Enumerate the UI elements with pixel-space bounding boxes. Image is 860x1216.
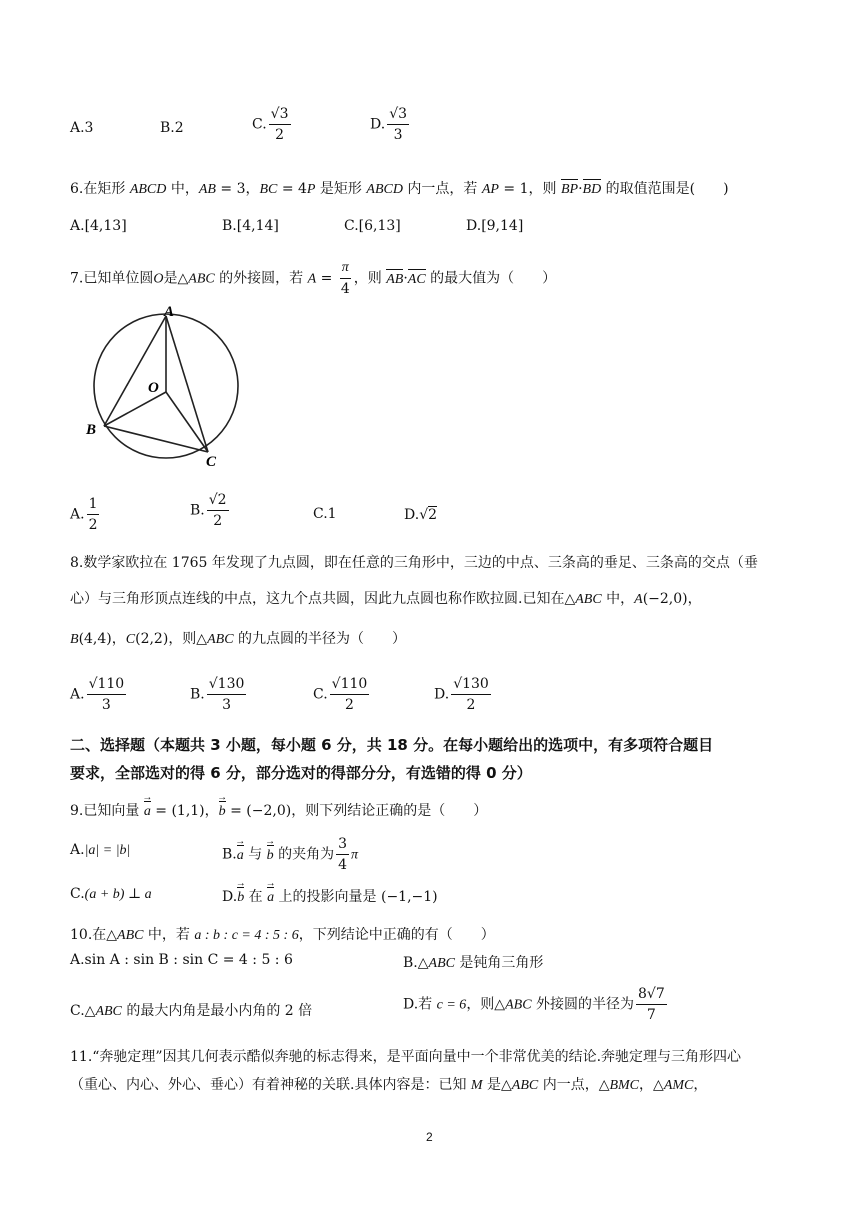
q5-option-b: B.2 [160, 120, 184, 136]
q6-option-c: C.[6,13] [344, 218, 401, 234]
q7-stem: 7.已知单位圆O是△ABC 的外接圆，若 A = $\frac{\pi}{4}$ ，则 AB·AC 的最大值为（ ） [70, 260, 557, 297]
q7-option-d: D.√2 [404, 507, 438, 523]
q9-option-b: B.a → 与 b → 的夹角为 $\frac{3}{4}$ π [222, 834, 358, 875]
q11-line-2: （重心、内心、外心、垂心）有着神秘的关联.具体内容是：已知 M 是△ABC 内一点，△BMC，△AMC， [70, 1077, 708, 1093]
segment-ac [166, 316, 208, 452]
q7-circle-diagram [82, 300, 252, 470]
q6-option-b: B.[4,14] [222, 218, 279, 234]
q9-option-a: A.|a| = |b| [70, 842, 131, 858]
q6-stem: 6.在矩形 ABCD 中，AB = 3，BC = 4P 是矩形 ABCD 内一点，若 AP = 1，则 BP·BD 的取值范围是( ) [70, 181, 729, 197]
q7-option-c: C.1 [313, 506, 337, 522]
q8-line-1: 8.数学家欧拉在 1765 年发现了九点圆，即在任意的三角形中，三边的中点、三条高的垂足、三条高的交点（垂 [70, 555, 758, 571]
q6-option-d: D.[9,14] [466, 218, 524, 234]
page-number: 2 [426, 1130, 433, 1144]
q9-option-d: D.b → 在 a → 上的投影向量是 (−1,−1) [222, 886, 438, 906]
q8-option-c: C. $\frac{√110}{2}$ [313, 676, 368, 713]
q5-option-c: C. $\frac{√3}{2}$ [252, 106, 289, 143]
q10-option-c: C.△ABC 的最大内角是最小内角的 2 倍 [70, 1003, 313, 1019]
q9-option-c: C.(a + b) ⊥ a [70, 886, 152, 902]
q10-option-a: A.sin A : sin B : sin C = 4 : 5 : 6 [70, 952, 293, 968]
label-c: C [206, 454, 217, 470]
q5-option-d: D. $\frac{√3}{3}$ [370, 106, 408, 143]
q8-option-d: D. $\frac{√130}{2}$ [434, 676, 489, 713]
q10-stem: 10.在△ABC 中，若 a : b : c = 4 : 5 : 6，下列结论中正确的有（ ） [70, 927, 495, 943]
label-o: O [148, 380, 159, 396]
label-b: B [86, 422, 97, 438]
q10-option-d: D.若 c = 6，则△ABC 外接圆的半径为 $\frac{8√7}{7}$ [403, 986, 665, 1023]
q7-option-b: B. $\frac{√2}{2}$ [190, 492, 227, 529]
q8-option-b: B. $\frac{√130}{3}$ [190, 676, 245, 713]
q6-option-a: A.[4,13] [70, 218, 127, 234]
q8-line-3: B(4,4)，C(2,2)，则△ABC 的九点圆的半径为（ ） [70, 631, 406, 647]
q11-line-1: 11.“奔驰定理”因其几何表示酷似奔驰的标志得来，是平面向量中一个非常优美的结论.奔驰定理与三角形四心 [70, 1049, 742, 1065]
q7-option-a: A. $\frac{1}{2}$ [70, 496, 98, 533]
q9-stem: 9.已知向量 a → = (1,1)，b → = (−2,0)，则下列结论正确的是（ ） [70, 800, 487, 820]
q8-option-a: A. $\frac{√110}{3}$ [70, 676, 125, 713]
section-2-header-line-1: 二、选择题（本题共 3 小题，每小题 6 分，共 18 分。在每小题给出的选项中，有多项符合题目 [70, 736, 714, 754]
q8-line-2: 心）与三角形顶点连线的中点，这九个点共圆，因此九点圆也称作欧拉圆.已知在△ABC 中，A(−2,0)， [70, 591, 702, 607]
q10-option-b: B.△ABC 是钝角三角形 [403, 955, 544, 971]
section-2-header-line-2: 要求，全部选对的得 6 分，部分选对的得部分分，有选错的得 0 分） [70, 764, 532, 782]
q5-option-a: A.3 [70, 120, 94, 136]
label-a: A [164, 304, 175, 320]
